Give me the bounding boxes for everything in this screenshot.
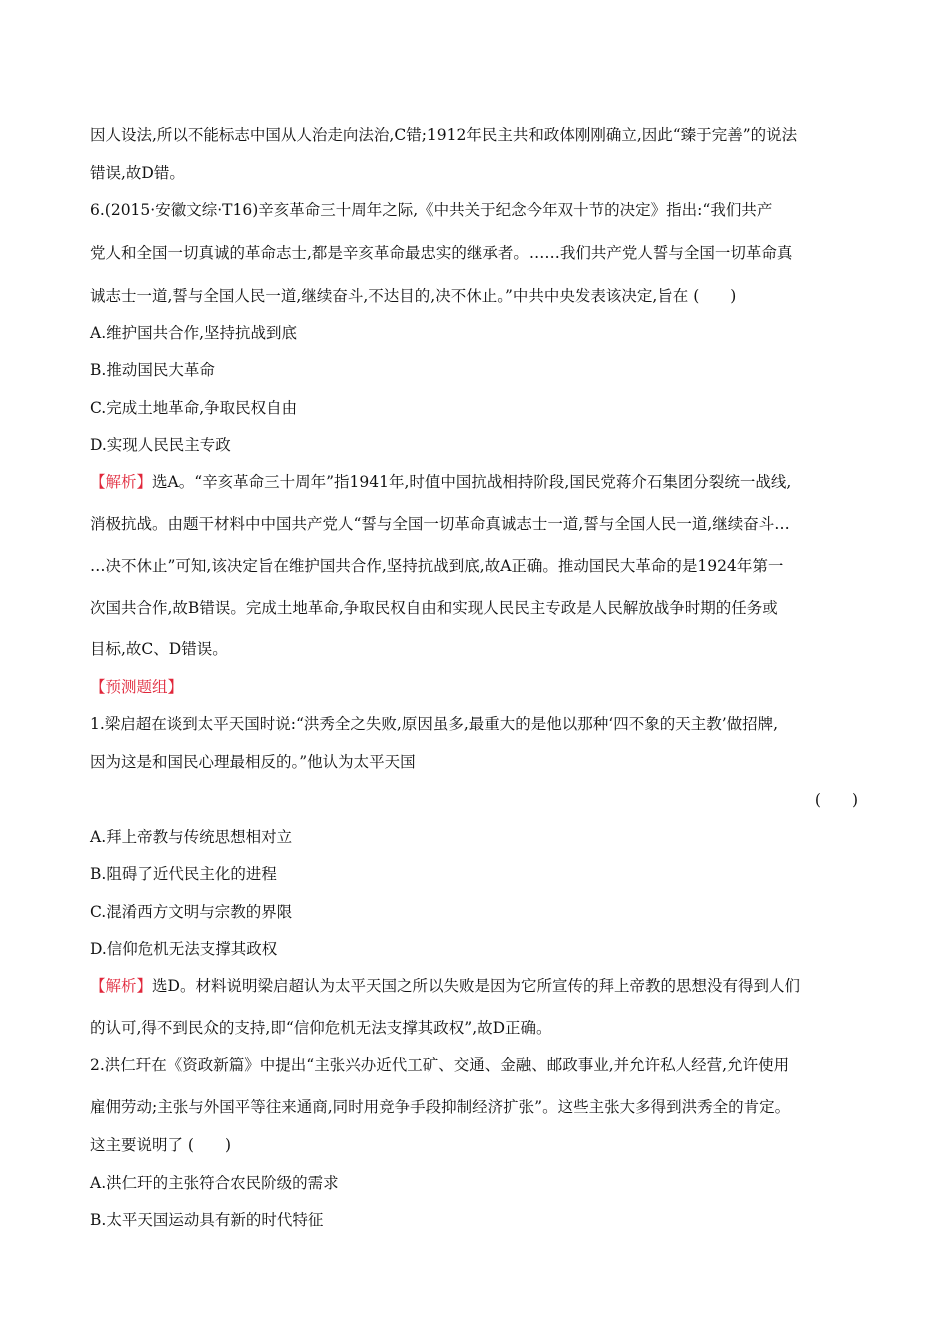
option-c: C.混淆西方文明与宗教的界限	[90, 903, 293, 921]
text-line: 错误,故D错。	[90, 164, 185, 182]
option-b: B.阻碍了近代民主化的进程	[90, 865, 277, 883]
analysis-line: 次国共合作,故B错误。完成土地革命,争取民权自由和实现人民民主专政是人民解放战争时期的任务或	[90, 599, 778, 617]
question-2-stem: 2.洪仁玕在《资政新篇》中提出“主张兴办近代工矿、交通、金融、邮政事业,并允许私人经营,允许使用	[90, 1056, 790, 1074]
section-heading: 【预测题组】	[90, 678, 184, 696]
question-6-stem: 党人和全国一切真诚的革命志士,都是辛亥革命最忠实的继承者。……我们共产党人誓与全国一切革命真	[90, 244, 793, 262]
option-a: A.洪仁玕的主张符合农民阶级的需求	[90, 1174, 339, 1192]
analysis-line: 的认可,得不到民众的支持,即“信仰危机无法支撑其政权”,故D正确。	[90, 1019, 552, 1037]
option-b: B.推动国民大革命	[90, 361, 215, 379]
analysis-line	[90, 470, 860, 494]
option-a: A.维护国共合作,坚持抗战到底	[90, 324, 298, 342]
text-line: 因人设法,所以不能标志中国从人治走向法治,C错;1912年民主共和政体刚刚确立,因此“臻于完善”的说法	[90, 126, 798, 144]
option-a: A.拜上帝教与传统思想相对立	[90, 828, 293, 846]
analysis-tag: 【解析】	[90, 473, 153, 491]
analysis-tag: 【解析】	[90, 977, 153, 995]
option-c: C.完成土地革命,争取民权自由	[90, 399, 298, 417]
question-1-stem: 1.梁启超在谈到太平天国时说:“洪秀全之失败,原因虽多,最重大的是他以那种‘四不象的天主教’做招牌,	[90, 715, 779, 733]
question-2-stem: 这主要说明了 ( )	[90, 1136, 232, 1154]
analysis-line	[90, 974, 860, 998]
question-1-stem: 因为这是和国民心理最相反的。”他认为太平天国	[90, 753, 416, 771]
option-d: D.实现人民民主专政	[90, 436, 231, 454]
analysis-line: …决不休止”可知,该决定旨在维护国共合作,坚持抗战到底,故A正确。推动国民大革命的是1924年第一	[90, 557, 784, 575]
analysis-text: 选A。“辛亥革命三十周年”指1941年,时值中国抗战相持阶段,国民党蒋介石集团分裂统一战线,	[152, 473, 792, 491]
question-2-stem: 雇佣劳动;主张与外国平等往来通商,同时用竞争手段抑制经济扩张”。这些主张大多得到洪秀全的肯定。	[90, 1098, 791, 1116]
question-6-stem: 诚志士一道,誓与全国人民一道,继续奋斗,不达目的,决不休止。”中共中央发表该决定,旨在 ( )	[90, 287, 737, 305]
analysis-line: 目标,故C、D错误。	[90, 640, 228, 658]
option-d: D.信仰危机无法支撑其政权	[90, 940, 278, 958]
analysis-text: 选D。材料说明梁启超认为太平天国之所以失败是因为它所宣传的拜上帝教的思想没有得到人们	[152, 977, 800, 995]
question-6-stem: 6.(2015·安徽文综·T16)辛亥革命三十周年之际,《中共关于纪念今年双十节的决定》指出:“我们共产	[90, 201, 773, 219]
option-b: B.太平天国运动具有新的时代特征	[90, 1211, 324, 1229]
answer-parentheses: ( )	[814, 791, 858, 809]
analysis-line: 消极抗战。由题干材料中中国共产党人“誓与全国一切革命真诚志士一道,誓与全国人民一道,继续奋斗…	[90, 515, 790, 533]
